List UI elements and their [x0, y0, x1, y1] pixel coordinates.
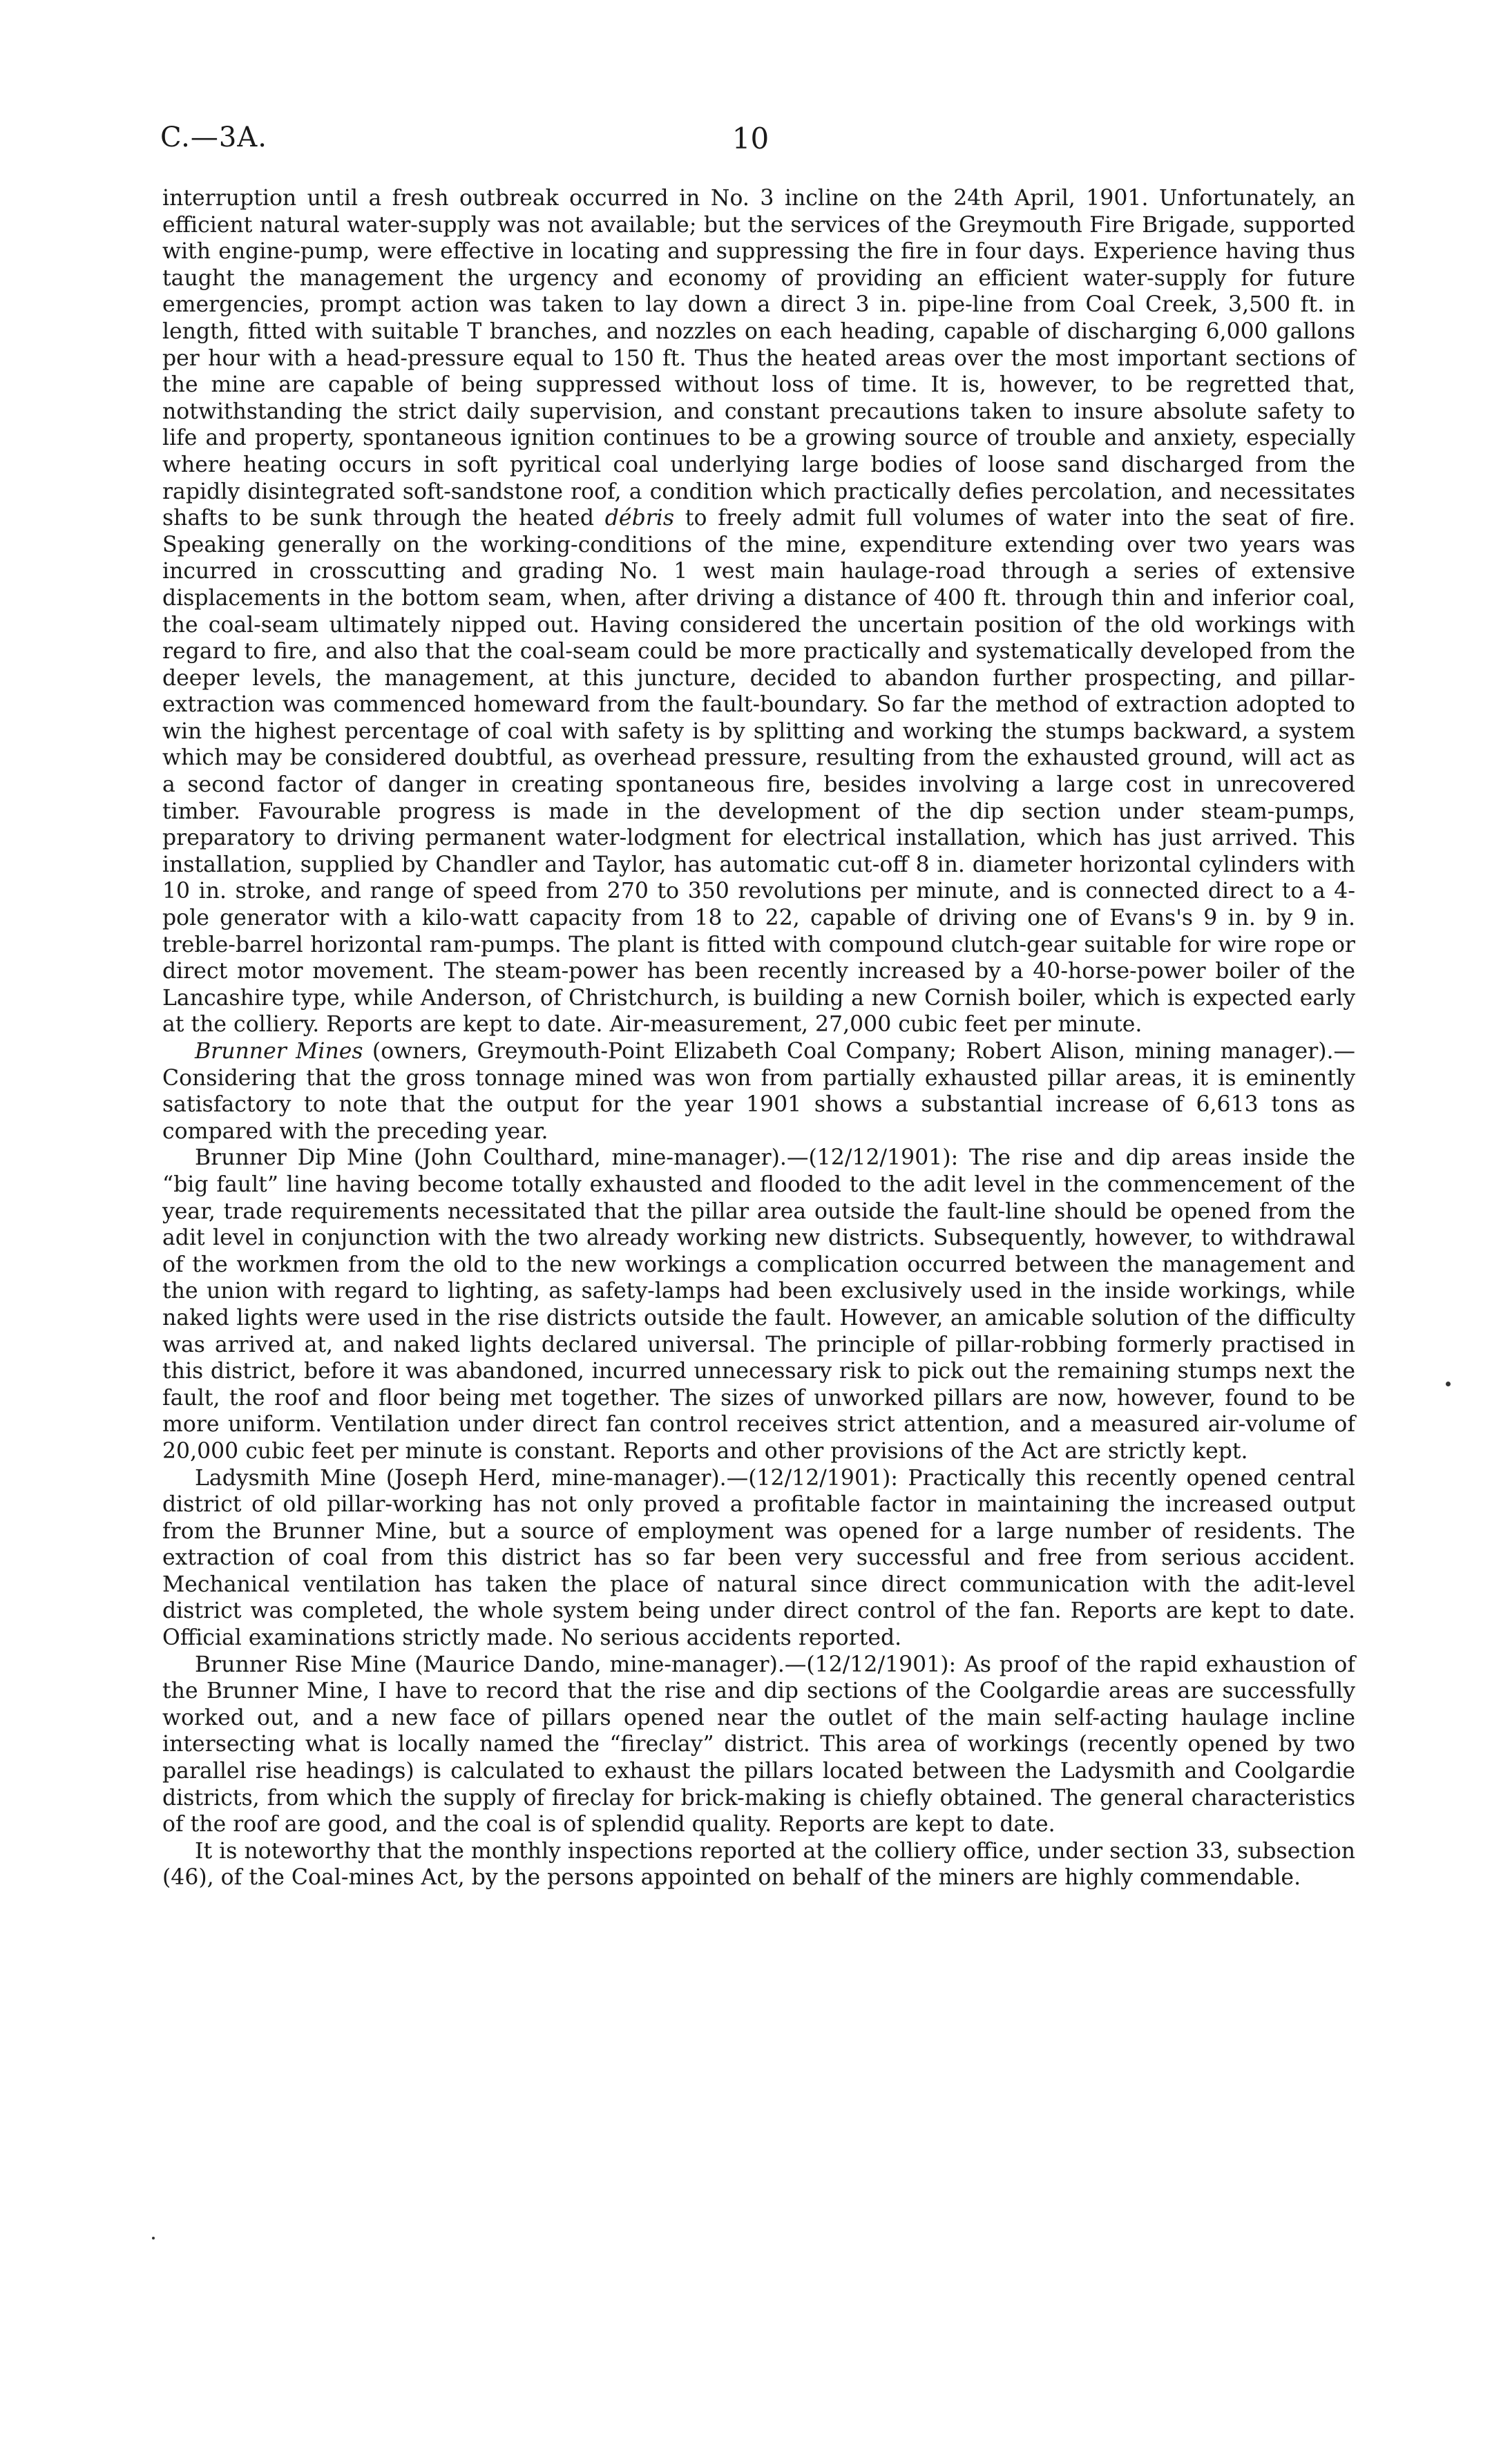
- paragraph-4: Ladysmith Mine (Joseph Herd, mine-manager).—(12/12/1901): Practically this recently opened central district of old pillar-working has not only proved a profitable factor in maintaining the increased output from the Brunner Mine, but a source of employment was opened for a large number of residents. The extraction of coal from this district has so far been very successful and free from serious accident. Mechanical ventilation has taken the place of natural since direct communication with the adit-level district was completed, the whole system being under direct control of the fan. Reports are kept to date. Official examinations strictly made. No serious accidents reported.: [162, 1465, 1355, 1651]
- paragraph-3: Brunner Dip Mine (John Coulthard, mine-manager).—(12/12/1901): The rise and dip areas inside the “big fault” line having become totally exhausted and flooded to the adit level in the commencement of the year, trade requirements necessitated that the pillar area outside the fault-line should be opened from the adit level in conjunction with the two already working new districts. Subsequently, however, to withdrawal of the workmen from the old to the new workings a complication occurred between the management and the union with regard to lighting, as safety-lamps had been exclusively used in the inside workings, while naked lights were used in the rise districts outside the fault. However, an amicable solution of the difficulty was arrived at, and naked lights declared universal. The principle of pillar-robbing formerly practised in this district, before it was abandoned, incurred unnecessary risk to pick out the remaining stumps next the fault, the roof and floor being met together. The sizes of unworked pillars are now, however, found to be more uniform. Ventilation under direct fan control receives strict attention, and a measured air-volume of 20,000 cubic feet per minute is constant. Reports and other provisions of the Act are strictly kept.: [162, 1145, 1355, 1464]
- paragraph-1: [162, 185, 1355, 1038]
- margin-mark: [1446, 1382, 1451, 1386]
- paragraph-2-text: (owners, Greymouth-Point Elizabeth Coal Company; Robert Alison, mining manager).—Considering that the gross tonnage mined was won from partially exhausted pillar areas, it is eminently satisfactory to note that the output for the year 1901 shows a substantial increase of 6,613 tons as compared with the preceding year.: [162, 1039, 1355, 1144]
- page-header: [160, 122, 1341, 163]
- document-reference: C.—3A.: [160, 122, 267, 153]
- margin-speck: [152, 2237, 155, 2239]
- section-heading-italic: Brunner Mines: [195, 1039, 363, 1064]
- body-text: [162, 185, 1355, 1891]
- paragraph-2: [162, 1038, 1355, 1145]
- page-number: 10: [732, 122, 769, 155]
- paragraph-1-text: interruption until a fresh outbreak occurred in No. 3 incline on the 24th April, 1901. Unfortunately, an efficient natural water-supply was not available; but the services of the Greymouth Fire Brigade, supported with engine-pump, were effective in locating and suppressing the fire in four days. Experience having thus taught the management the urgency and economy of providing an efficient water-supply for future emergencies, prompt action was taken to lay down a direct 3 in. pipe-line from Coal Creek, 3,500 ft. in length, fitted with suitable T branches, and nozzles on each heading, capable of discharging 6,000 gallons per hour with a head-pressure equal to 150 ft. Thus the heated areas over the most important sections of the mine are capable of being suppressed without loss of time. It is, however, to be regretted that, notwithstanding the strict daily supervision, and constant precautions taken to insure absolute safety to life and property, spontaneous ignition continues to be a growing source of trouble and anxiety, especially where heating occurs in soft pyritical coal underlying large bodies of loose sand discharged from the rapidly disintegrated soft-sandstone roof, a condition which practically defies percolation, and necessitates shafts to be sunk through the heated: [162, 186, 1355, 531]
- italic-term: débris: [604, 506, 675, 531]
- paragraph-6: It is noteworthy that the monthly inspections reported at the colliery office, under section 33, subsection (46), of the Coal-mines Act, by the persons appointed on behalf of the miners are highly commendable.: [162, 1838, 1355, 1891]
- paragraph-5: Brunner Rise Mine (Maurice Dando, mine-manager).—(12/12/1901): As proof of the rapid exhaustion of the Brunner Mine, I have to record that the rise and dip sections of the Coolgardie areas are successfully worked out, and a new face of pillars opened near the outlet of the main self-acting haulage incline intersecting what is locally named the “fireclay” district. This area of workings (recently opened by two parallel rise headings) is calculated to exhaust the pillars located between the Ladysmith and Coolgardie districts, from which the supply of fireclay for brick-making is chiefly obtained. The general characteristics of the roof are good, and the coal is of splendid quality. Reports are kept to date.: [162, 1652, 1355, 1837]
- paragraph-1-text-continued: to freely admit full volumes of water into the seat of fire. Speaking generally on the working-conditions of the mine, expenditure extending over two years was incurred in crosscutting and grading No. 1 west main haulage-road through a series of extensive displacements in the bottom seam, when, after driving a distance of 400 ft. through thin and inferior coal, the coal-seam ultimately nipped out. Having considered the uncertain position of the old workings with regard to fire, and also that the coal-seam could be more practically and systematically developed from the deeper levels, the management, at this juncture, decided to abandon further prospecting, and pillar-extraction was commenced homeward from the fault-boundary. So far the method of extraction adopted to win the highest percentage of coal with safety is by splitting and working the stumps backward, a system which may be considered doubtful, as overhead pressure, resulting from the exhausted ground, will act as a second factor of danger in creating spontaneous fire, besides involving a large cost in unrecovered timber. Favourable progress is made in the development of the dip section under steam-pumps, preparatory to driving permanent water-lodgment for electrical installation, which has just arrived. This installation, supplied by Chandler and Taylor, has automatic cut-off 8 in. diameter horizontal cylinders with 10 in. stroke, and range of speed from 270 to 350 revolutions per minute, and is connected direct to a 4-pole generator with a kilo-watt capacity from 18 to 22, capable of driving one of Evans's 9 in. by 9 in. treble-barrel horizontal ram-pumps. The plant is fitted with compound clutch-gear suitable for wire rope or direct motor movement. The steam-power has been recently increased by a 40-horse-power boiler of the Lancashire type, while Anderson, of Christchurch, is building a new Cornish boiler, which is expected early at the colliery. Reports are kept to date. Air-measurement, 27,000 cubic feet per minute.: [162, 506, 1355, 1038]
